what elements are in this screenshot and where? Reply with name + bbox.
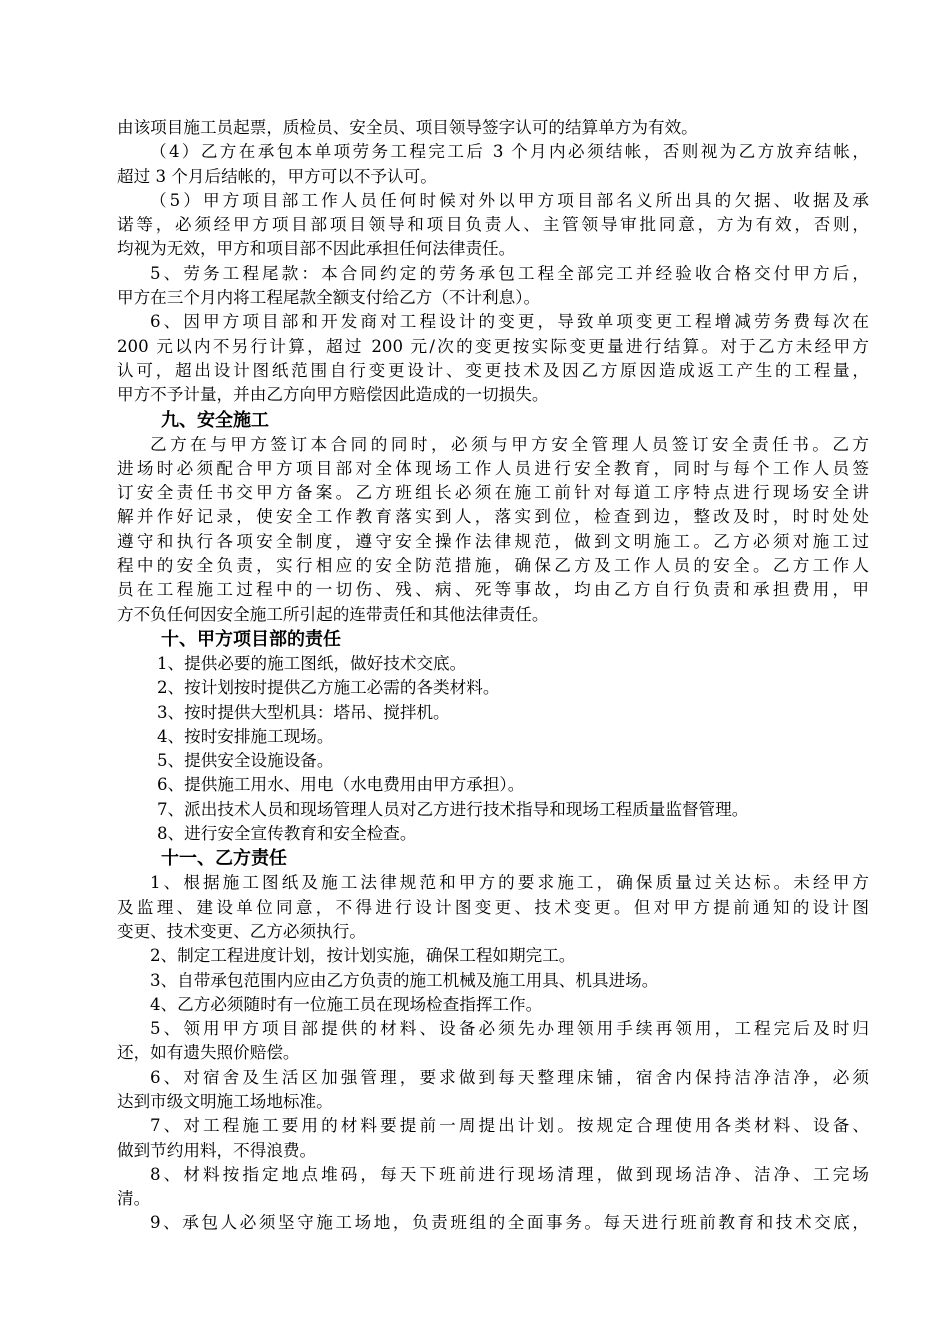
- paragraph-line: 进场时必须配合甲方项目部对全体现场工作人员进行安全教育，同时与每个工作人员签: [117, 458, 869, 478]
- list-item: 7、派出技术人员和现场管理人员对乙方进行技术指导和现场工程质量监督管理。: [157, 799, 749, 819]
- paragraph-line: 达到市级文明施工场地标准。: [117, 1091, 333, 1111]
- list-item: 6、提供施工用水、用电（水电费用由甲方承担）。: [157, 775, 525, 795]
- paragraph-line: 员在工程施工过程中的一切伤、残、病、死等事故，均由乙方自行负责和承担费用，甲: [117, 580, 869, 600]
- list-item: 1、提供必要的施工图纸，做好技术交底。: [157, 653, 467, 673]
- list-item: 4、按时安排施工现场。: [157, 726, 334, 746]
- paragraph-line: 6、因甲方项目部和开发商对工程设计的变更，导致单项变更工程增减劳务费每次在: [150, 312, 869, 332]
- paragraph-line: 均视为无效，甲方和项目部不因此承担任何法律责任。: [117, 239, 516, 259]
- paragraph-line: （4）乙方在承包本单项劳务工程完工后 3 个月内必须结帐，否则视为乙方放弃结帐，: [150, 142, 869, 162]
- paragraph-line: 诺等，必须经甲方项目部项目领导和项目负责人、主管领导审批同意，方为有效，否则，: [117, 215, 869, 235]
- paragraph-line: 还，如有遗失照价赔偿。: [117, 1043, 300, 1063]
- list-item: 5、提供安全设施设备。: [157, 751, 334, 771]
- paragraph-line: 7、对工程施工要用的材料要提前一周提出计划。按规定合理使用各类材料、设备、: [150, 1116, 869, 1136]
- section-heading-9: 九、安全施工: [161, 409, 269, 431]
- paragraph-line: 2、制定工程进度计划，按计划实施，确保工程如期完工。: [150, 946, 576, 966]
- paragraph-line: 甲方在三个月内将工程尾款全额支付给乙方（不计利息）。: [117, 288, 541, 308]
- paragraph-line: 做到节约用料，不得浪费。: [117, 1140, 317, 1160]
- list-item: 8、进行安全宣传教育和安全检查。: [157, 824, 417, 844]
- paragraph-line: 9、承包人必须坚守施工场地，负责班组的全面事务。每天进行班前教育和技术交底，: [150, 1213, 869, 1233]
- paragraph-line: 8、材料按指定地点堆码，每天下班前进行现场清理，做到现场洁净、洁净、工完场: [150, 1164, 869, 1184]
- document-body: [117, 116, 869, 1236]
- paragraph-line: 程中的安全负责，实行相应的安全防范措施，确保乙方及工作人员的安全。乙方工作人: [117, 556, 869, 576]
- paragraph-line: 变更、技术变更、乙方必须执行。: [117, 921, 366, 941]
- paragraph-line: 5、劳务工程尾款：本合同约定的劳务承包工程全部完工并经验收合格交付甲方后，: [150, 263, 869, 283]
- paragraph-line: 解并作好记录，使安全工作教育落实到人，落实到位，检查到边，整改及时，时时处处: [117, 507, 869, 527]
- paragraph-line: 3、自带承包范围内应由乙方负责的施工机械及施工用具、机具进场。: [150, 970, 659, 990]
- paragraph-line: 超过 3 个月后结帐的，甲方可以不予认可。: [117, 166, 437, 186]
- paragraph-line: 5、领用甲方项目部提供的材料、设备必须先办理领用手续再领用，工程完后及时归: [150, 1019, 869, 1039]
- paragraph-line: 由该项目施工员起票，质检员、安全员、项目领导签字认可的结算单方为有效。: [117, 118, 698, 137]
- paragraph-line: 乙方在与甲方签订本合同的同时，必须与甲方安全管理人员签订安全责任书。乙方: [150, 434, 869, 454]
- list-item: 2、按计划按时提供乙方施工必需的各类材料。: [157, 678, 500, 698]
- section-heading-10: 十、甲方项目部的责任: [161, 628, 341, 650]
- paragraph-line: 及监理、建设单位同意，不得进行设计图变更、技术变更。但对甲方提前通知的设计图: [117, 897, 869, 917]
- paragraph-line: 清。: [117, 1189, 151, 1209]
- paragraph-line: 订安全责任书交甲方备案。乙方班组长必须在施工前针对每道工序特点进行现场安全讲: [117, 483, 869, 503]
- paragraph-line: 方不负任何因安全施工所引起的连带责任和其他法律责任。: [117, 604, 549, 624]
- paragraph-line: 遵守和执行各项安全制度，遵守安全操作法律规范，做到文明施工。乙方必须对施工过: [117, 531, 869, 551]
- paragraph-line: 甲方不予计量，并由乙方向甲方赔偿因此造成的一切损失。: [117, 385, 549, 405]
- paragraph-line: 6、对宿舍及生活区加强管理，要求做到每天整理床铺，宿舍内保持洁净洁净，必须: [150, 1067, 869, 1087]
- paragraph-line: （5）甲方项目部工作人员任何时候对外以甲方项目部名义所出具的欠据、收据及承: [150, 190, 869, 210]
- paragraph-line: 认可，超出设计图纸范围自行变更设计、变更技术及因乙方原因造成返工产生的工程量，: [117, 360, 869, 380]
- section-heading-11: 十一、乙方责任: [161, 848, 287, 870]
- paragraph-line: 1、根据施工图纸及施工法律规范和甲方的要求施工，确保质量过关达标。未经甲方: [150, 873, 869, 893]
- paragraph-line: 4、乙方必须随时有一位施工员在现场检查指挥工作。: [150, 994, 543, 1014]
- paragraph-line: 200 元以内不另行计算，超过 200 元/次的变更按实际变更量进行结算。对于乙方未经甲方: [117, 336, 869, 356]
- list-item: 3、按时提供大型机具：塔吊、搅拌机。: [157, 702, 450, 722]
